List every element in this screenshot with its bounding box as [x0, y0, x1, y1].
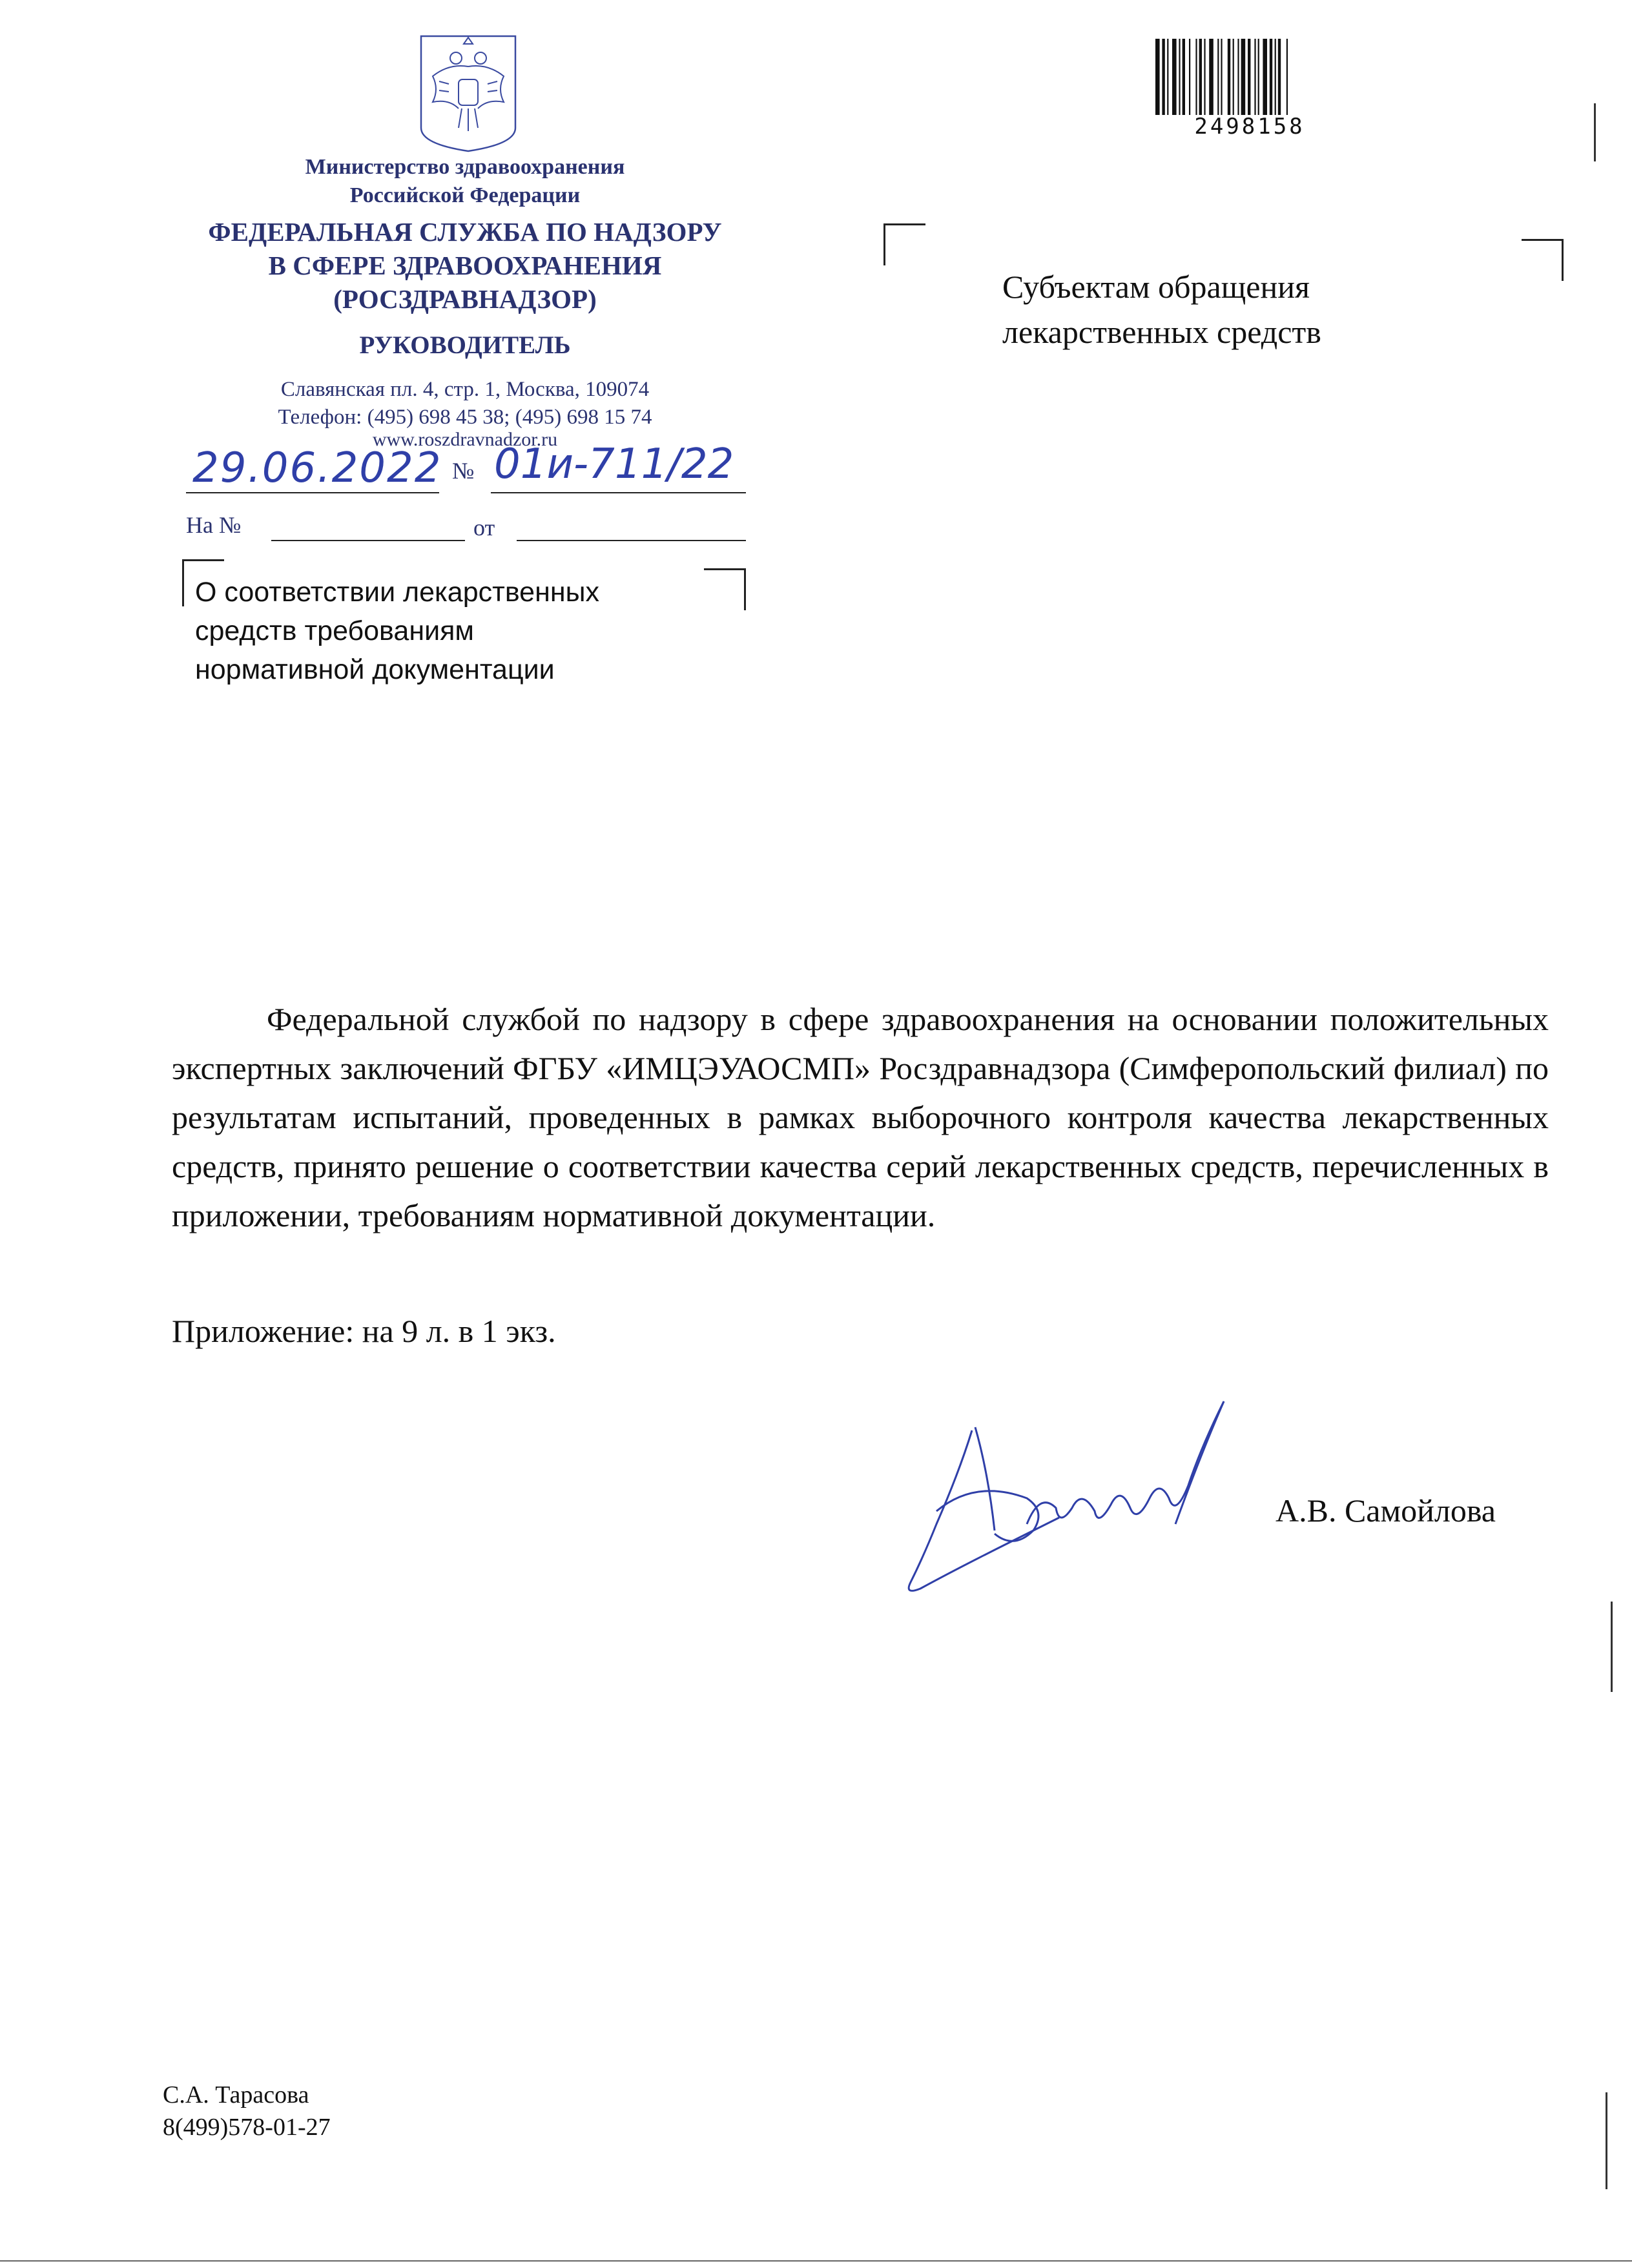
barcode — [1153, 39, 1347, 115]
barcode-bar — [1217, 39, 1219, 115]
barcode-bar — [1183, 39, 1185, 115]
executor-phone: 8(499)578-01-27 — [163, 2114, 331, 2141]
barcode-bar — [1278, 39, 1281, 115]
barcode-bar — [1209, 39, 1214, 115]
barcode-bar — [1275, 39, 1276, 115]
ministry-name-line2: Российской Федерации — [349, 183, 581, 207]
barcode-bar — [1254, 39, 1255, 115]
barcode-bar — [1286, 39, 1288, 115]
barcode-bar — [1195, 39, 1197, 115]
date-underline — [186, 492, 439, 493]
subject-line2: средств требованиям — [195, 615, 474, 646]
barcode-bar — [1228, 39, 1230, 115]
executor-name: С.А. Тарасова — [163, 2081, 309, 2108]
website: www.roszdravnadzor.ru — [372, 429, 558, 450]
subject-line1: О соответствии лекарственных — [195, 577, 599, 608]
addressee-line2: лекарственных средств — [1002, 314, 1321, 350]
barcode-bar — [1237, 39, 1239, 115]
handwritten-signature — [898, 1395, 1259, 1602]
service-name-line1: ФЕДЕРАЛЬНАЯ СЛУЖБА ПО НАДЗОРУ — [208, 217, 722, 247]
barcode-bar — [1221, 39, 1222, 115]
barcode-bar — [1162, 39, 1164, 115]
subject-line3: нормативной документации — [195, 654, 555, 685]
phone: Телефон: (495) 698 45 38; (495) 698 15 74 — [278, 406, 652, 429]
address: Славянская пл. 4, стр. 1, Москва, 109074 — [280, 378, 650, 401]
service-name-line3: (РОСЗДРАВНАДЗОР) — [333, 284, 597, 314]
barcode-bar — [1233, 39, 1234, 115]
reply-from-label: от — [473, 515, 495, 541]
document-date: 29.06.2022 — [192, 444, 442, 492]
coat-of-arms-emblem — [413, 31, 523, 154]
number-label: № — [452, 458, 475, 484]
barcode-bar — [1270, 39, 1272, 115]
barcode-bar — [1155, 39, 1160, 115]
barcode-bar — [1199, 39, 1202, 115]
reply-date-underline — [517, 540, 746, 541]
addressee-corner-left — [883, 223, 925, 265]
scan-edge-mark — [1611, 1602, 1613, 1692]
barcode-bar — [1172, 39, 1177, 115]
barcode-bar — [1189, 39, 1190, 115]
barcode-bar — [1241, 39, 1246, 115]
addressee-corner-right — [1522, 239, 1564, 281]
reply-number-underline — [271, 540, 465, 541]
body-paragraph: Федеральной службой по надзору в сфере здравоохранения на основании положительных экспертных заключений ФГБУ «ИМЦЭУАОСМП» Росздравнадзора (Симферопольский филиал) по результатам испытаний, проведенных в рамках выборочного контроля качества лекарственных средств, принято решение о соответствии качества серий лекарственных средств, перечисленных в приложении, требованиям нормативной документации. — [172, 1001, 1549, 1233]
head-title: РУКОВОДИТЕЛЬ — [359, 331, 571, 359]
ministry-name-line1: Министерство здравоохранения — [305, 155, 625, 179]
barcode-bar — [1179, 39, 1180, 115]
barcode-bar — [1258, 39, 1259, 115]
barcode-bar — [1204, 39, 1205, 115]
reply-number-label: На № — [186, 512, 242, 538]
scan-edge-mark — [1606, 2092, 1607, 2189]
document-number: 01и-711/22 — [494, 440, 734, 488]
barcode-number: 2498158 — [1194, 114, 1305, 139]
number-underline — [491, 492, 746, 493]
attachment-note: Приложение: на 9 л. в 1 экз. — [172, 1313, 556, 1349]
scan-edge-mark — [1594, 103, 1596, 161]
barcode-bar — [1263, 39, 1267, 115]
scan-bottom-edge — [0, 2260, 1632, 2262]
barcode-bar — [1167, 39, 1168, 115]
service-name-line2: В СФЕРЕ ЗДРАВООХРАНЕНИЯ — [268, 251, 662, 280]
barcode-bar — [1248, 39, 1250, 115]
addressee-line1: Субъектам обращения — [1002, 269, 1310, 305]
subject-corner-right — [704, 568, 746, 610]
signer-name: А.В. Самойлова — [1276, 1492, 1496, 1529]
